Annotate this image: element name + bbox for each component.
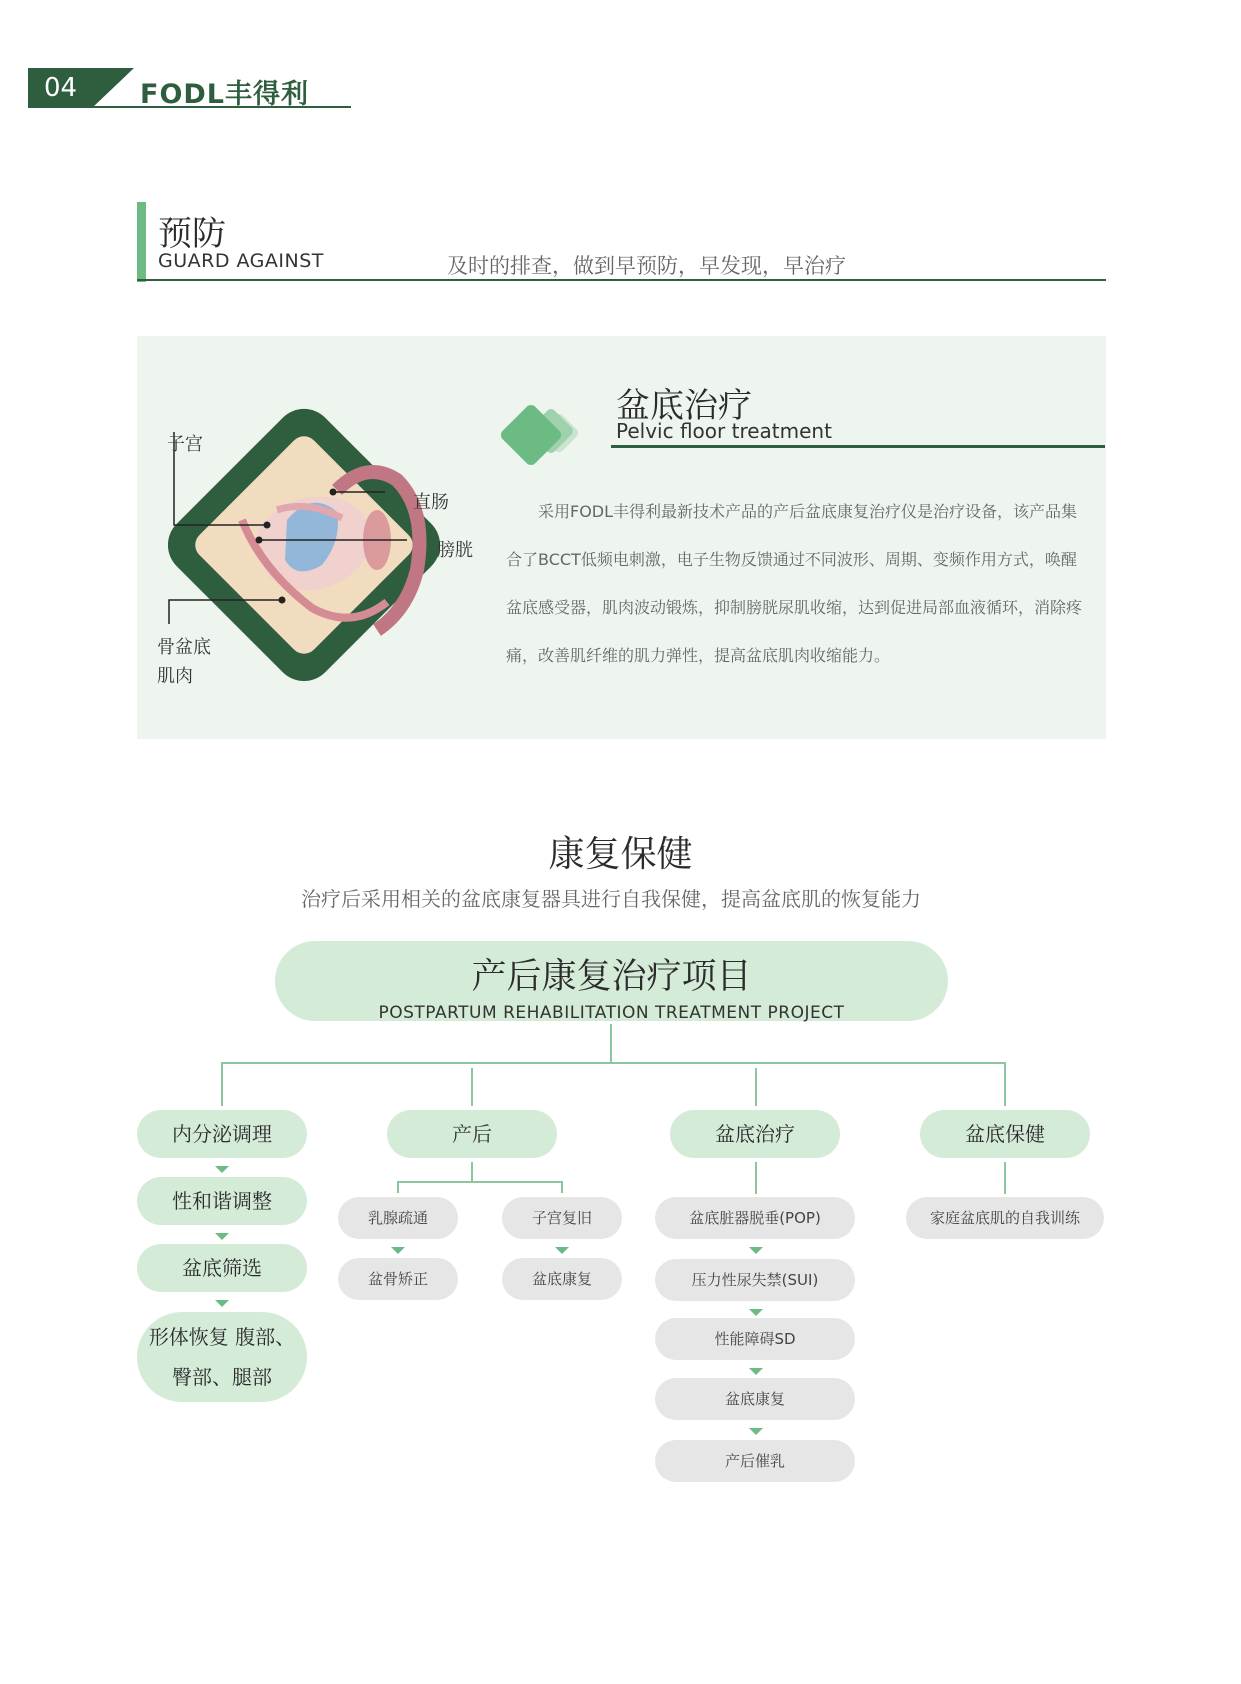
label-bladder: 膀胱 — [437, 540, 473, 561]
node-breast-dredge: 乳腺疏通 — [338, 1197, 458, 1239]
connector — [610, 1024, 612, 1064]
connector — [397, 1181, 563, 1183]
node-uterus-recovery: 子宫复旧 — [502, 1197, 622, 1239]
connector — [471, 1068, 473, 1106]
arrow-down-icon — [749, 1428, 763, 1435]
section-slogan: 及时的排查，做到早预防，早发现，早治疗 — [447, 254, 846, 278]
treatment-description: 采用FODL丰得利最新技术产品的产后盆底康复治疗仪是治疗设备，该产品集合了BCCT低频电刺激，电子生物反馈通过不同波形、周期、变频作用方式，唤醒盆底感受器，肌肉波动锻炼，抑制膀胱尿肌收缩，达到促进局部血液循环，消除疼痛，改善肌纤维的肌力弹性，提高盆底肌肉收缩能力。 — [506, 502, 1083, 665]
arrow-down-icon — [555, 1247, 569, 1254]
node-body-recovery-line1: 形体恢复 腹部、 — [148, 1325, 296, 1349]
connector — [221, 1062, 1006, 1064]
node-pelvic-screening: 盆底筛选 — [137, 1244, 307, 1292]
label-pelvic-muscle-1: 骨盆底 — [157, 637, 211, 658]
connector — [561, 1181, 563, 1193]
node-body-recovery — [137, 1312, 307, 1402]
node-pelvic-rehab-2: 盆底康复 — [655, 1378, 855, 1420]
treatment-title: 盆底治疗 — [616, 386, 752, 426]
label-uterus: 子宫 — [167, 434, 203, 455]
node-pop: 盆底脏器脱垂(POP) — [655, 1197, 855, 1239]
connector — [1004, 1062, 1006, 1106]
arrow-down-icon — [391, 1247, 405, 1254]
project-subtitle: POSTPARTUM REHABILITATION TREATMENT PROJECT — [378, 1003, 845, 1023]
label-rectum: 直肠 — [413, 492, 449, 513]
connector — [1004, 1162, 1006, 1194]
node-endocrine: 内分泌调理 — [137, 1110, 307, 1158]
project-banner — [275, 941, 948, 1021]
section-underline — [137, 279, 1106, 281]
page-number-tab — [92, 68, 134, 108]
node-postpartum: 产后 — [387, 1110, 557, 1158]
section-subtitle: GUARD AGAINST — [158, 250, 324, 272]
section-accent-bar — [137, 202, 146, 282]
connector — [755, 1162, 757, 1194]
node-home-training: 家庭盆底肌的自我训练 — [906, 1197, 1104, 1239]
node-sd: 性能障碍SD — [655, 1318, 855, 1360]
rehab-title: 康复保健 — [548, 834, 693, 875]
arrow-down-icon — [215, 1166, 229, 1173]
project-title: 产后康复治疗项目 — [471, 957, 752, 997]
connector — [221, 1062, 223, 1106]
page-number: 04 — [28, 68, 92, 108]
connector — [471, 1162, 473, 1182]
brand-logo: FODL丰得利 — [140, 79, 310, 110]
node-pelvic-care: 盆底保健 — [920, 1110, 1090, 1158]
node-lactation: 产后催乳 — [655, 1440, 855, 1482]
node-body-recovery-line2: 臀部、腿部 — [172, 1365, 272, 1389]
rehab-subtitle: 治疗后采用相关的盆底康复器具进行自我保健，提高盆底肌的恢复能力 — [301, 887, 921, 911]
node-pelvic-rehab: 盆底康复 — [502, 1258, 622, 1300]
node-pelvic-treatment: 盆底治疗 — [670, 1110, 840, 1158]
node-sexual-harmony: 性和谐调整 — [137, 1177, 307, 1225]
arrow-down-icon — [215, 1233, 229, 1240]
label-pelvic-muscle-2: 肌肉 — [157, 666, 193, 687]
arrow-down-icon — [749, 1309, 763, 1316]
section-title: 预防 — [158, 214, 226, 254]
treatment-underline — [611, 445, 1105, 448]
arrow-down-icon — [749, 1247, 763, 1254]
diamond-decor-icon — [500, 400, 595, 475]
treatment-subtitle: Pelvic floor treatment — [616, 419, 832, 443]
arrow-down-icon — [215, 1300, 229, 1307]
connector — [755, 1068, 757, 1106]
arrow-down-icon — [749, 1368, 763, 1375]
connector — [397, 1181, 399, 1193]
node-sui: 压力性尿失禁(SUI) — [655, 1259, 855, 1301]
node-pelvis-correction: 盆骨矫正 — [338, 1258, 458, 1300]
